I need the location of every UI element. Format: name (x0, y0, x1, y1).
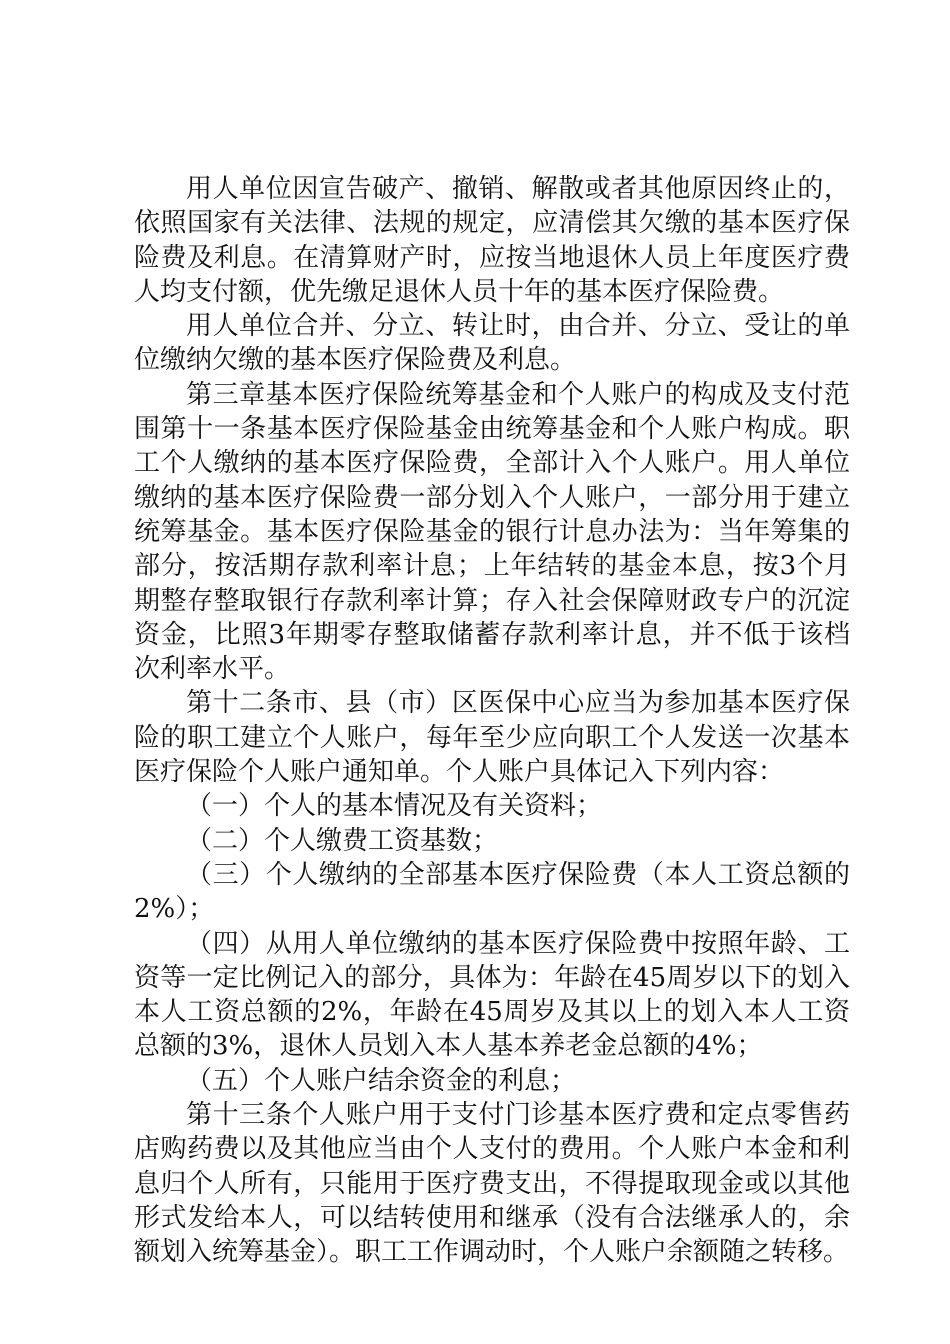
document-body (134, 172, 850, 1270)
list-item-one: （一）个人的基本情况及有关资料； (186, 791, 603, 822)
paragraph-chapter-three: 第三章基本医疗保险统筹基金和个人账户的构成及支付范围第十一条基本医疗保险基金由统筹基金和个人账户构成。职工个人缴纳的基本医疗保险费，全部计入个人账户。用人单位缴纳的基本医疗保险费一部分划入个人账户，一部分用于建立统筹基金。基本医疗保险基金的银行计息办法为：当年筹集的部分，按活期存款利率计息；上年结转的基金本息，按3个月期整存整取银行存款利率计算；存入社会保障财政专户的沉淀资金，比照3年期零存整取储蓄存款利率计息，并不低于该档次利率水平。 (134, 379, 850, 685)
list-item-five: （五）个人账户结余资金的利息； (186, 1065, 577, 1096)
paragraph-article-thirteen: 第十三条个人账户用于支付门诊基本医疗费和定点零售药店购药费以及其他应当由个人支付的费用。个人账户本金和利息归个人所有，只能用于医疗费支出，不得提取现金或以其他形式发给本人，可以结转使用和继承（没有合法继承人的，余额划入统筹基金）。职工工作调动时，个人账户余额随之转移。 (134, 1100, 850, 1268)
paragraph-merger: 用人单位合并、分立、转让时，由合并、分立、受让的单位缴纳欠缴的基本医疗保险费及利息。 (134, 311, 850, 376)
list-item-three: （三）个人缴纳的全部基本医疗保险费（本人工资总额的2%）； (134, 859, 850, 925)
list-item-two: （二）个人缴费工资基数； (186, 825, 499, 856)
paragraph-article-twelve: 第十二条市、县（市）区医保中心应当为参加基本医疗保险的职工建立个人账户，每年至少应向职工个人发送一次基本医疗保险个人账户通知单。个人账户具体记入下列内容： (134, 688, 850, 788)
list-item-four: （四）从用人单位缴纳的基本医疗保险费中按照年龄、工资等一定比例记入的部分，具体为：年龄在45周岁以下的划入本人工资总额的2%，年龄在45周岁及其以上的划入本人工资总额的3%，退休人员划入本人基本养老金总额的4%； (134, 928, 850, 1062)
paragraph-bankruptcy: 用人单位因宣告破产、撤销、解散或者其他原因终止的，依照国家有关法律、法规的规定，应清偿其欠缴的基本医疗保险费及利息。在清算财产时，应按当地退休人员上年度医疗费人均支付额，优先缴足退休人员十年的基本医疗保险费。 (134, 174, 850, 307)
